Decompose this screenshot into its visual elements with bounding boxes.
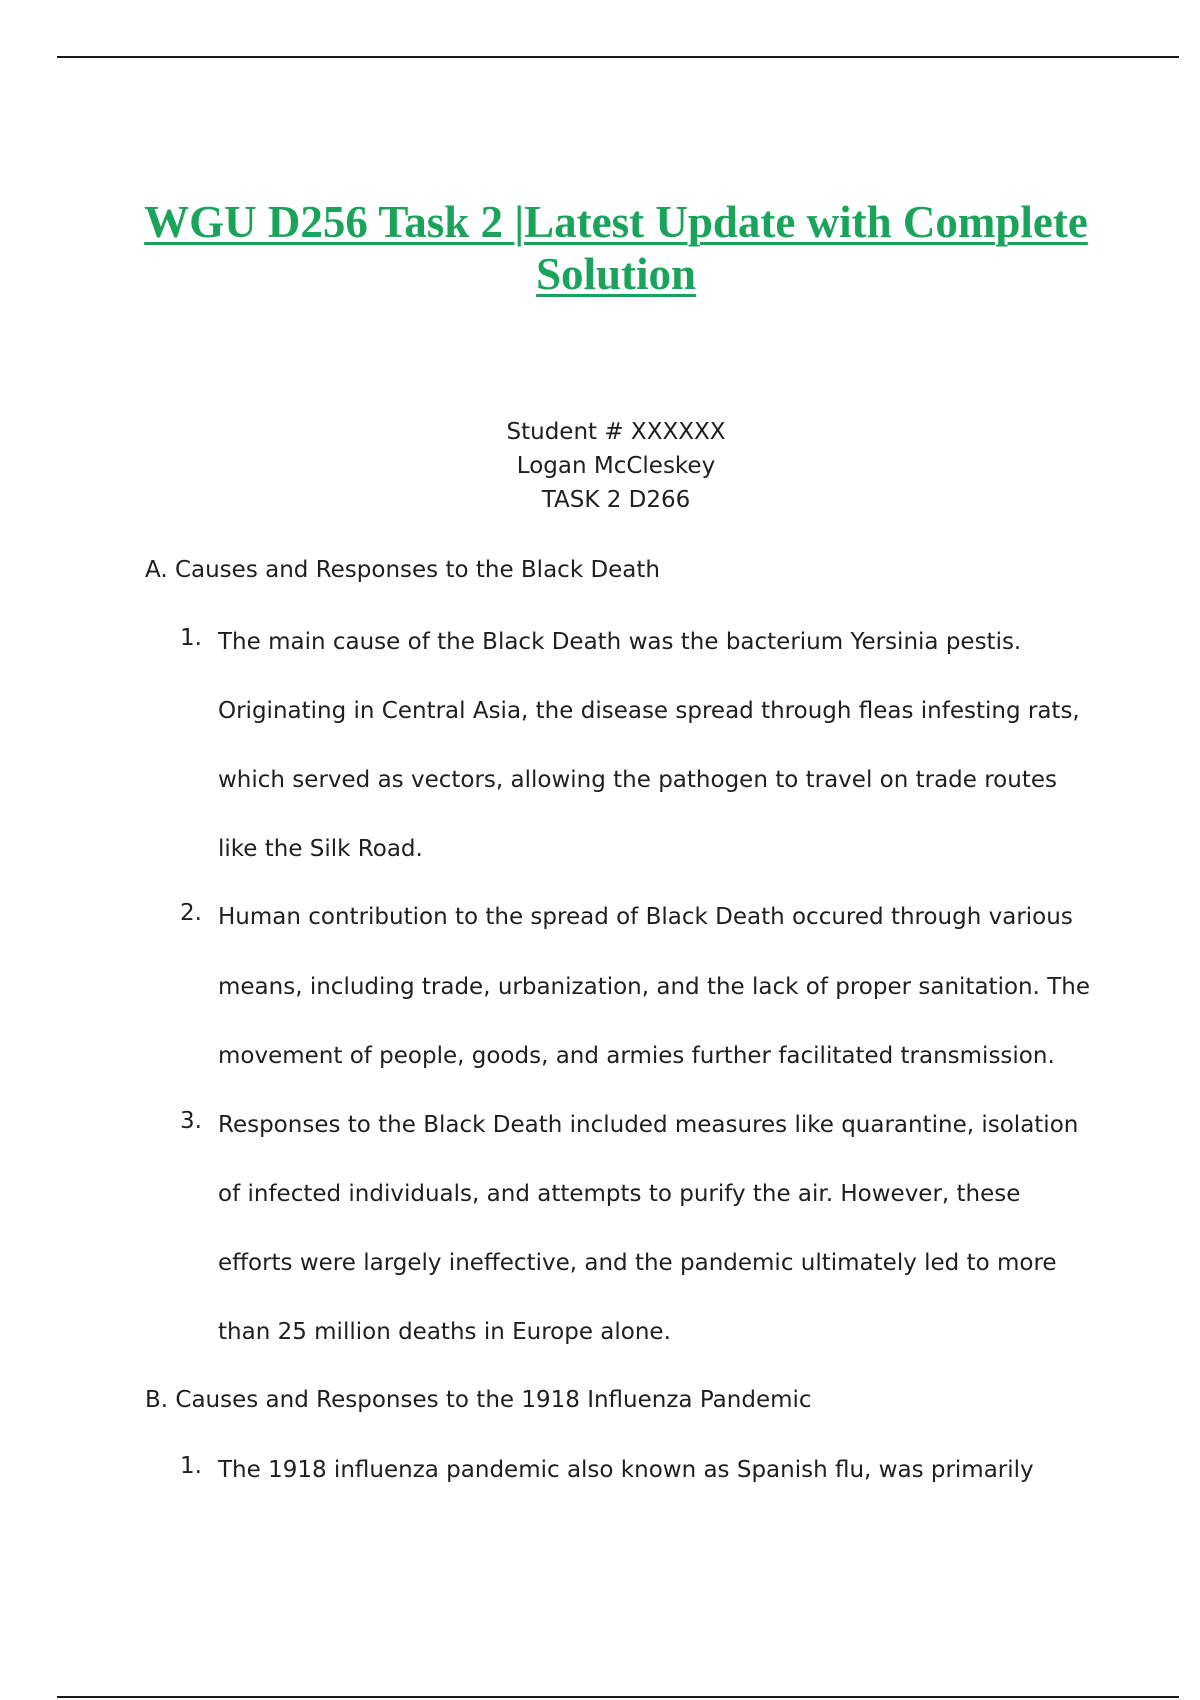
paragraph-line: efforts were largely ineffective, and the pandemic ultimately led to more [218, 1250, 1057, 1276]
top-rule [57, 56, 1179, 58]
student-info-block [400, 415, 832, 517]
student-number: Student # XXXXXX [506, 419, 726, 445]
paragraph-line: of infected individuals, and attempts to purify the air. However, these [218, 1181, 1021, 1207]
paragraph-line: The 1918 influenza pandemic also known as Spanish flu, was primarily [218, 1457, 1034, 1483]
paragraph-line: which served as vectors, allowing the pathogen to travel on trade routes [218, 767, 1057, 793]
task-label: TASK 2 D266 [541, 487, 691, 513]
paragraph-line: The main cause of the Black Death was the bacterium Yersinia pestis. [218, 629, 1022, 655]
list-number: 1. [180, 625, 202, 651]
paragraph-line: like the Silk Road. [218, 836, 423, 862]
paragraph-line: means, including trade, urbanization, and the lack of proper sanitation. The [218, 974, 1091, 1000]
paragraph-line: movement of people, goods, and armies further facilitated transmission. [218, 1043, 1055, 1069]
paragraph-line: Originating in Central Asia, the disease spread through fleas infesting rats, [218, 698, 1080, 724]
paragraph-line: Human contribution to the spread of Black Death occured through various [218, 904, 1073, 930]
bottom-rule [57, 1696, 1179, 1698]
list-number: 3. [180, 1108, 202, 1134]
list-number: 1. [180, 1453, 202, 1479]
paragraph-line: than 25 million deaths in Europe alone. [218, 1319, 671, 1345]
paragraph-line: Responses to the Black Death included measures like quarantine, isolation [218, 1112, 1079, 1138]
list-number: 2. [180, 900, 202, 926]
section-heading-a: A. Causes and Responses to the Black Death [145, 557, 660, 583]
document-title: WGU D256 Task 2 |Latest Update with Complete Solution [144, 197, 1088, 299]
student-name: Logan McCleskey [516, 453, 716, 479]
section-heading-b: B. Causes and Responses to the 1918 Influenza Pandemic [145, 1387, 812, 1413]
